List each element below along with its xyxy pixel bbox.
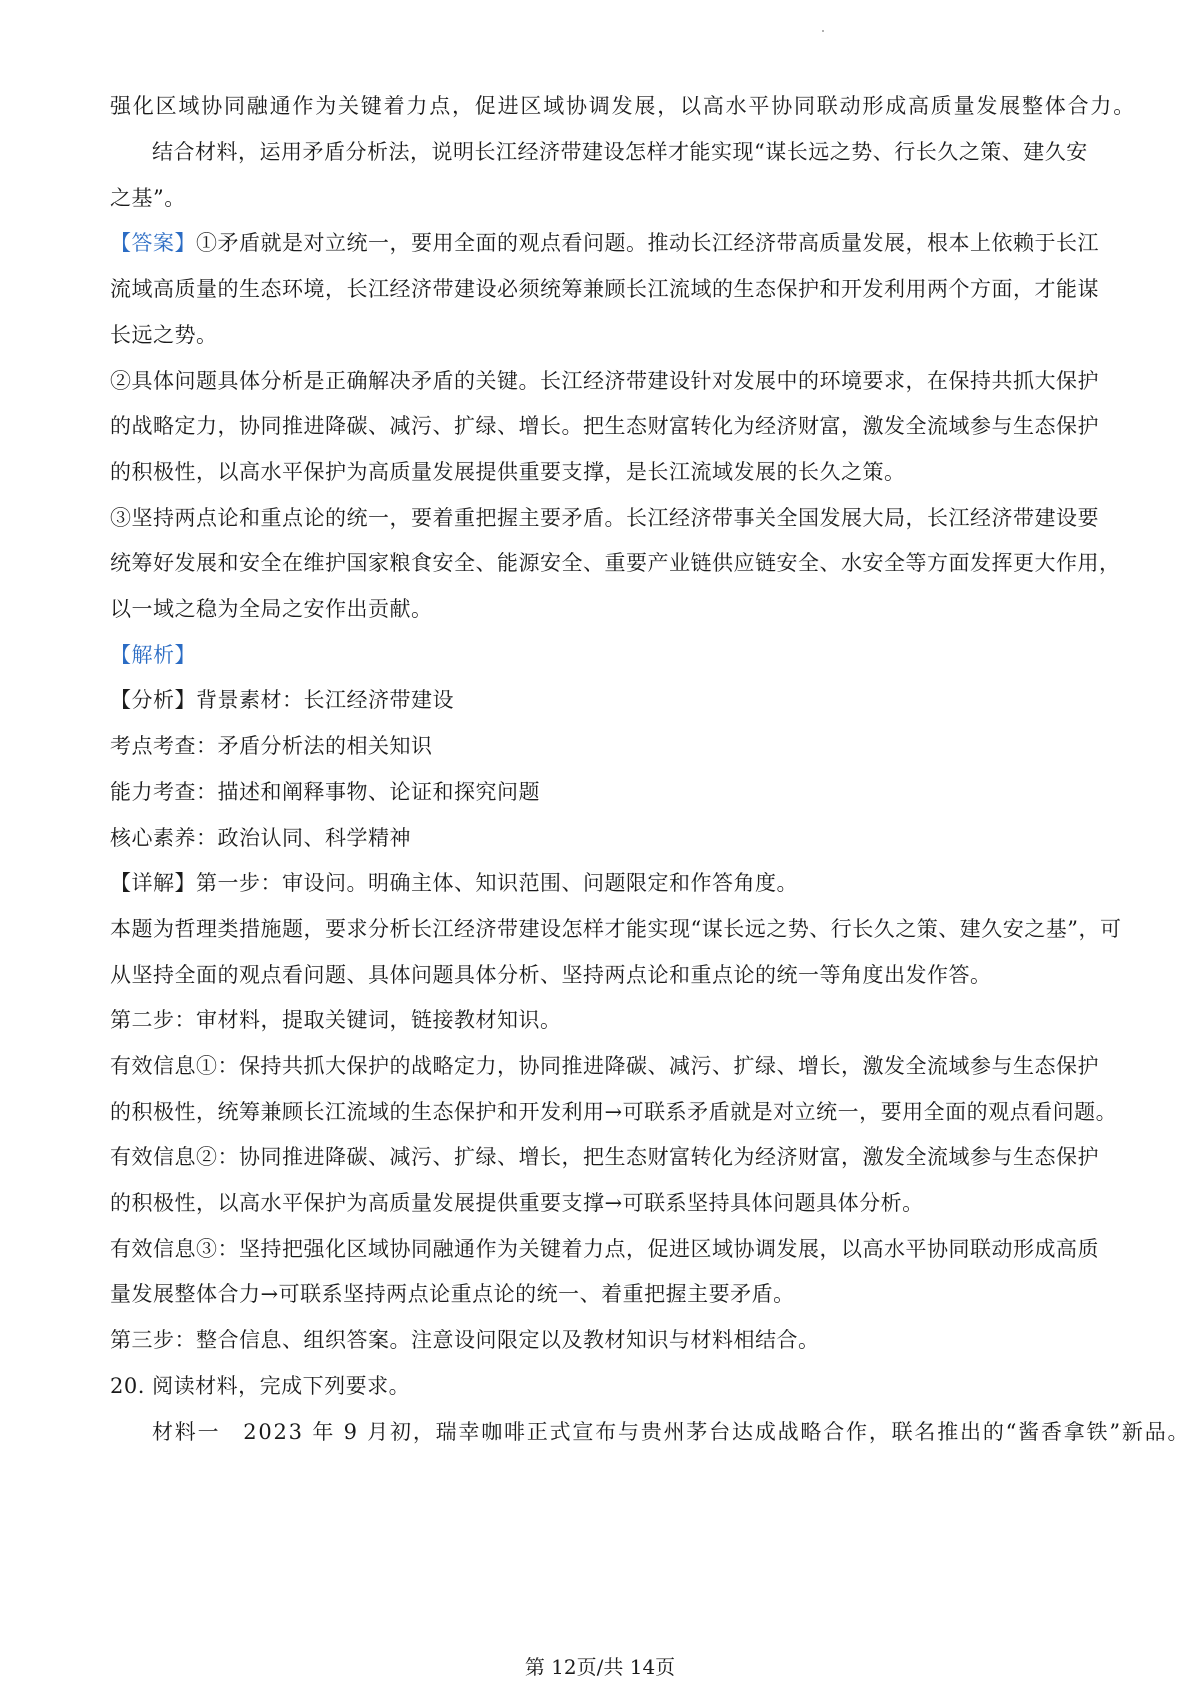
detail-line: 第二步：审材料，提取关键词，链接教材知识。 [110, 1008, 562, 1032]
text-line: 强化区域协同融通作为关键着力点，促进区域协调发展，以高水平协同联动形成高质量发展整体合力。 [110, 94, 1136, 118]
analysis-line: 考点考查：矛盾分析法的相关知识 [110, 734, 433, 758]
detail-line: 有效信息②：协同推进降碳、减污、扩绿、增长，把生态财富转化为经济财富，激发全流域参与生态保护 [110, 1145, 1099, 1169]
answer-line: 的积极性，以高水平保护为高质量发展提供重要支撑，是长江流域发展的长久之策。 [110, 460, 906, 484]
detail-line: 量发展整体合力→可联系坚持两点论重点论的统一、着重把握主要矛盾。 [110, 1282, 795, 1306]
detail-line: 本题为哲理类措施题，要求分析长江经济带建设怎样才能实现“谋长远之势、行长久之策、建久安之基”，可 [110, 917, 1122, 941]
answer-line: 的战略定力，协同推进降碳、减污、扩绿、增长。把生态财富转化为经济财富，激发全流域参与生态保护 [110, 414, 1099, 438]
answer-line: 长远之势。 [110, 323, 218, 347]
material-one-line: 材料一 2023 年 9 月初，瑞幸咖啡正式宣布与贵州茅台达成战略合作，联名推出的“酱香拿铁”新品。 [152, 1420, 1191, 1444]
detail-line: 【详解】第一步：审设问。明确主体、知识范围、问题限定和作答角度。 [110, 871, 798, 895]
scan-dot [822, 30, 824, 32]
question-20-heading: 20. 阅读材料，完成下列要求。 [110, 1374, 411, 1398]
detail-line: 第三步：整合信息、组织答案。注意设问限定以及教材知识与材料相结合。 [110, 1328, 820, 1352]
answer-tag: 【答案】 [110, 231, 196, 255]
answer-text: ①矛盾就是对立统一，要用全面的观点看问题。推动长江经济带高质量发展，根本上依赖于长江 [196, 231, 1099, 255]
analysis-line: 【分析】背景素材：长江经济带建设 [110, 688, 454, 712]
answer-line: 流域高质量的生态环境，长江经济带建设必须统筹兼顾长江流域的生态保护和开发利用两个方面，才能谋 [110, 277, 1099, 301]
analysis-line: 能力考查：描述和阐释事物、论证和探究问题 [110, 780, 540, 804]
answer-line: 以一域之稳为全局之安作出贡献。 [110, 597, 433, 621]
answer-line: 统筹好发展和安全在维护国家粮食安全、能源安全、重要产业链供应链安全、水安全等方面发挥更大作用， [110, 551, 1121, 575]
analysis-line: 核心素养：政治认同、科学精神 [110, 826, 411, 850]
text-line: 之基”。 [110, 186, 186, 210]
detail-line: 的积极性，以高水平保护为高质量发展提供重要支撑→可联系坚持具体问题具体分析。 [110, 1191, 924, 1215]
question-prompt: 结合材料，运用矛盾分析法，说明长江经济带建设怎样才能实现“谋长远之势、行长久之策、建久安 [152, 140, 1088, 164]
answer-line [110, 228, 1100, 258]
detail-line: 的积极性，统筹兼顾长江流域的生态保护和开发利用→可联系矛盾就是对立统一，要用全面的观点看问题。 [110, 1100, 1118, 1124]
answer-line: ③坚持两点论和重点论的统一，要着重把握主要矛盾。长江经济带事关全国发展大局，长江经济带建设要 [110, 506, 1099, 530]
answer-line: ②具体问题具体分析是正确解决矛盾的关键。长江经济带建设针对发展中的环境要求，在保持共抓大保护 [110, 369, 1099, 393]
detail-line: 有效信息③：坚持把强化区域协同融通作为关键着力点，促进区域协调发展，以高水平协同联动形成高质 [110, 1237, 1099, 1261]
detail-line: 从坚持全面的观点看问题、具体问题具体分析、坚持两点论和重点论的统一等角度出发作答。 [110, 963, 992, 987]
detail-line: 有效信息①：保持共抓大保护的战略定力，协同推进降碳、减污、扩绿、增长，激发全流域参与生态保护 [110, 1054, 1099, 1078]
analysis-heading: 【解析】 [110, 643, 196, 667]
page-footer: 第 12页/共 14页 [524, 1655, 676, 1679]
